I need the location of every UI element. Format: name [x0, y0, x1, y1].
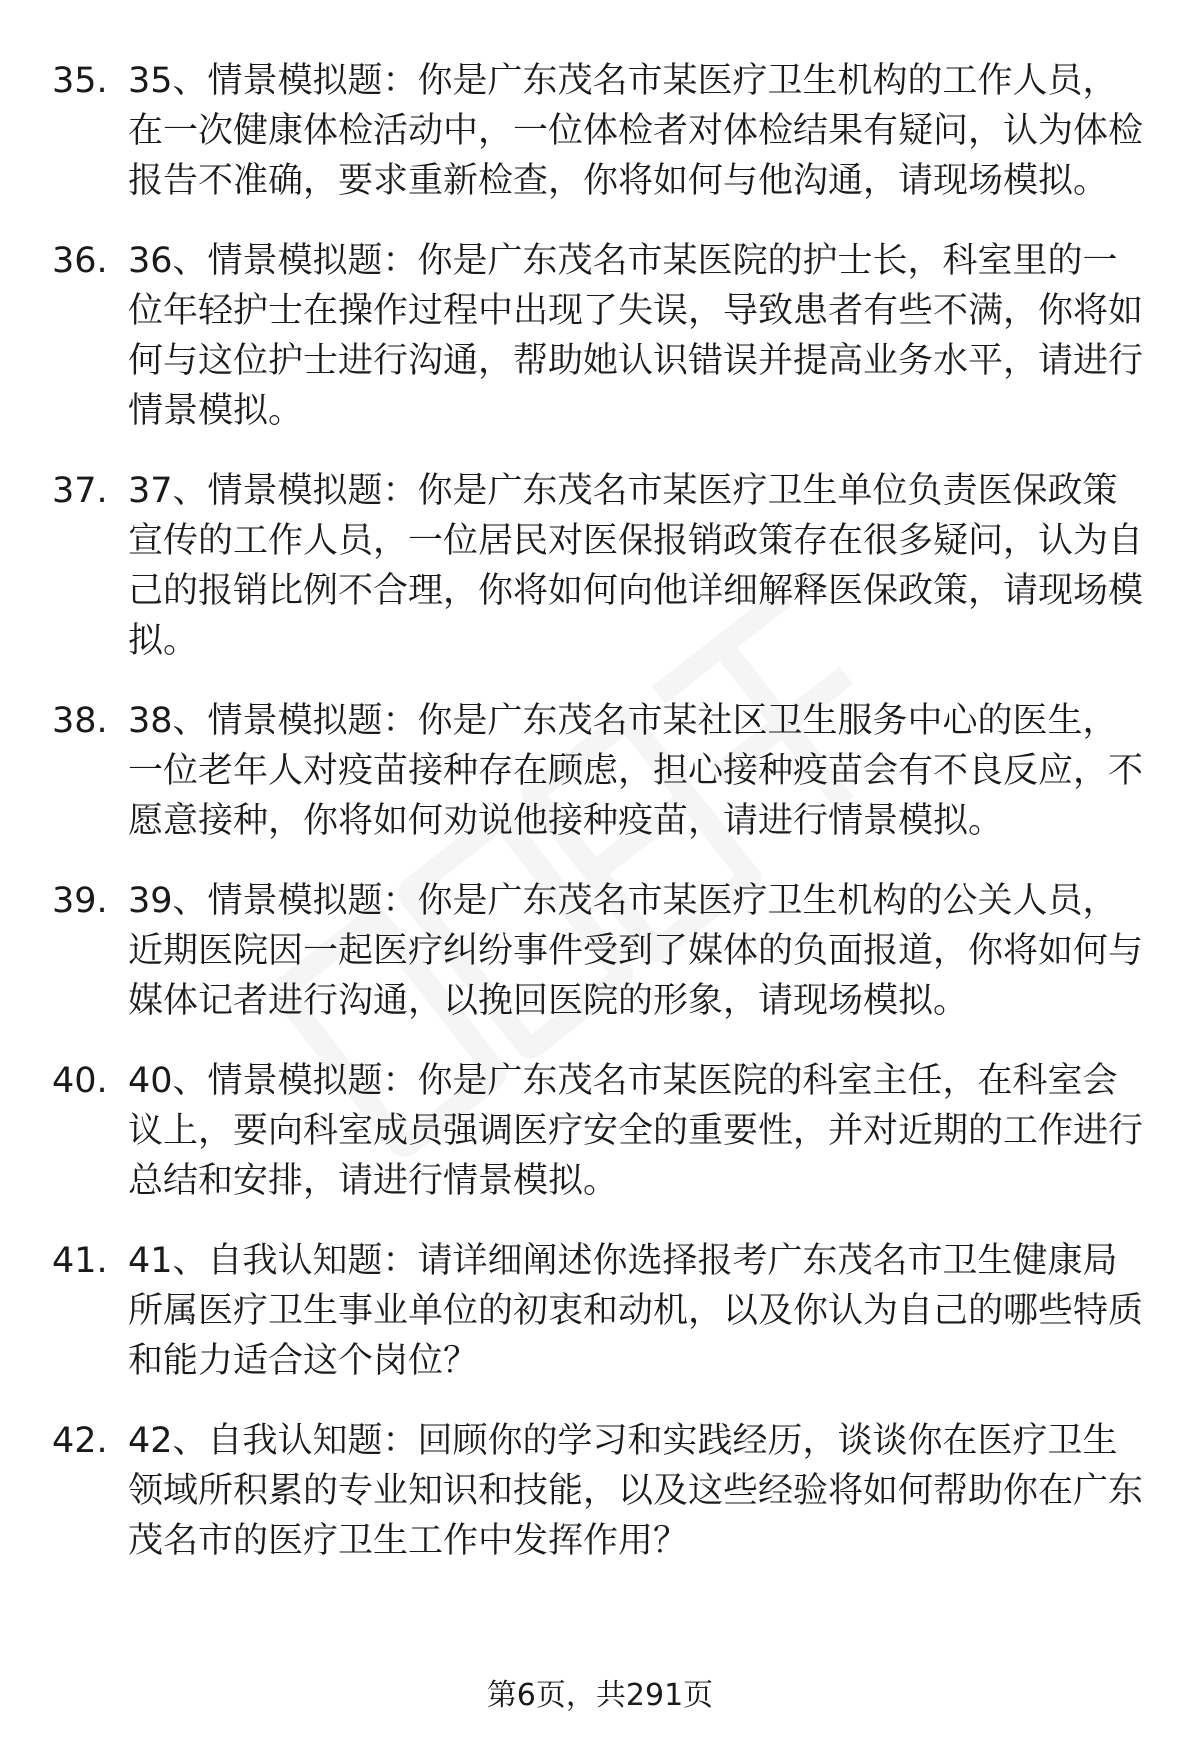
question-text: 38、情景模拟题：你是广东茂名市某社区卫生服务中心的医生，一位老年人对疫苗接种存在顾虑，担心接种疫苗会有不良反应，不愿意接种，你将如何劝说他接种疫苗，请进行情景模拟。 — [128, 701, 1144, 841]
question-number: 42. — [52, 1421, 108, 1461]
question-item-41 — [52, 1236, 1148, 1386]
question-number: 39. — [52, 881, 108, 921]
question-text: 39、情景模拟题：你是广东茂名市某医疗卫生机构的公关人员，近期医院因一起医疗纠纷事件受到了媒体的负面报道，你将如何与媒体记者进行沟通，以挽回医院的形象，请现场模拟。 — [128, 881, 1144, 1021]
question-item-36 — [52, 236, 1148, 436]
question-text: 41、自我认知题：请详细阐述你选择报考广东茂名市卫生健康局所属医疗卫生事业单位的初衷和动机，以及你认为自己的哪些特质和能力适合这个岗位？ — [128, 1241, 1144, 1381]
question-number: 38. — [52, 701, 108, 741]
question-item-39 — [52, 876, 1148, 1026]
question-number: 37. — [52, 471, 108, 511]
question-number: 35. — [52, 61, 108, 101]
question-item-37 — [52, 466, 1148, 666]
question-item-38 — [52, 696, 1148, 846]
question-item-35 — [52, 56, 1148, 206]
question-text: 36、情景模拟题：你是广东茂名市某医院的护士长，科室里的一位年轻护士在操作过程中出现了失误，导致患者有些不满，你将如何与这位护士进行沟通，帮助她认识错误并提高业务水平，请进行情景模拟。 — [128, 241, 1144, 431]
question-item-40 — [52, 1056, 1148, 1206]
question-number: 41. — [52, 1241, 108, 1281]
question-text: 37、情景模拟题：你是广东茂名市某医疗卫生单位负责医保政策宣传的工作人员，一位居民对医保报销政策存在很多疑问，认为自己的报销比例不合理，你将如何向他详细解释医保政策，请现场模拟。 — [128, 471, 1144, 661]
question-text: 42、自我认知题：回顾你的学习和实践经历，谈谈你在医疗卫生领域所积累的专业知识和技能，以及这些经验将如何帮助你在广东茂名市的医疗卫生工作中发挥作用？ — [128, 1421, 1144, 1561]
question-number: 36. — [52, 241, 108, 281]
question-list — [52, 56, 1148, 1596]
question-text: 40、情景模拟题：你是广东茂名市某医院的科室主任，在科室会议上，要向科室成员强调医疗安全的重要性，并对近期的工作进行总结和安排，请进行情景模拟。 — [128, 1061, 1144, 1201]
question-text: 35、情景模拟题：你是广东茂名市某医疗卫生机构的工作人员，在一次健康体检活动中，一位体检者对体检结果有疑问，认为体检报告不准确，要求重新检查，你将如何与他沟通，请现场模拟。 — [128, 61, 1144, 201]
question-item-42 — [52, 1416, 1148, 1566]
page-footer: 第6页，共291页 — [486, 1678, 714, 1713]
question-number: 40. — [52, 1061, 108, 1101]
